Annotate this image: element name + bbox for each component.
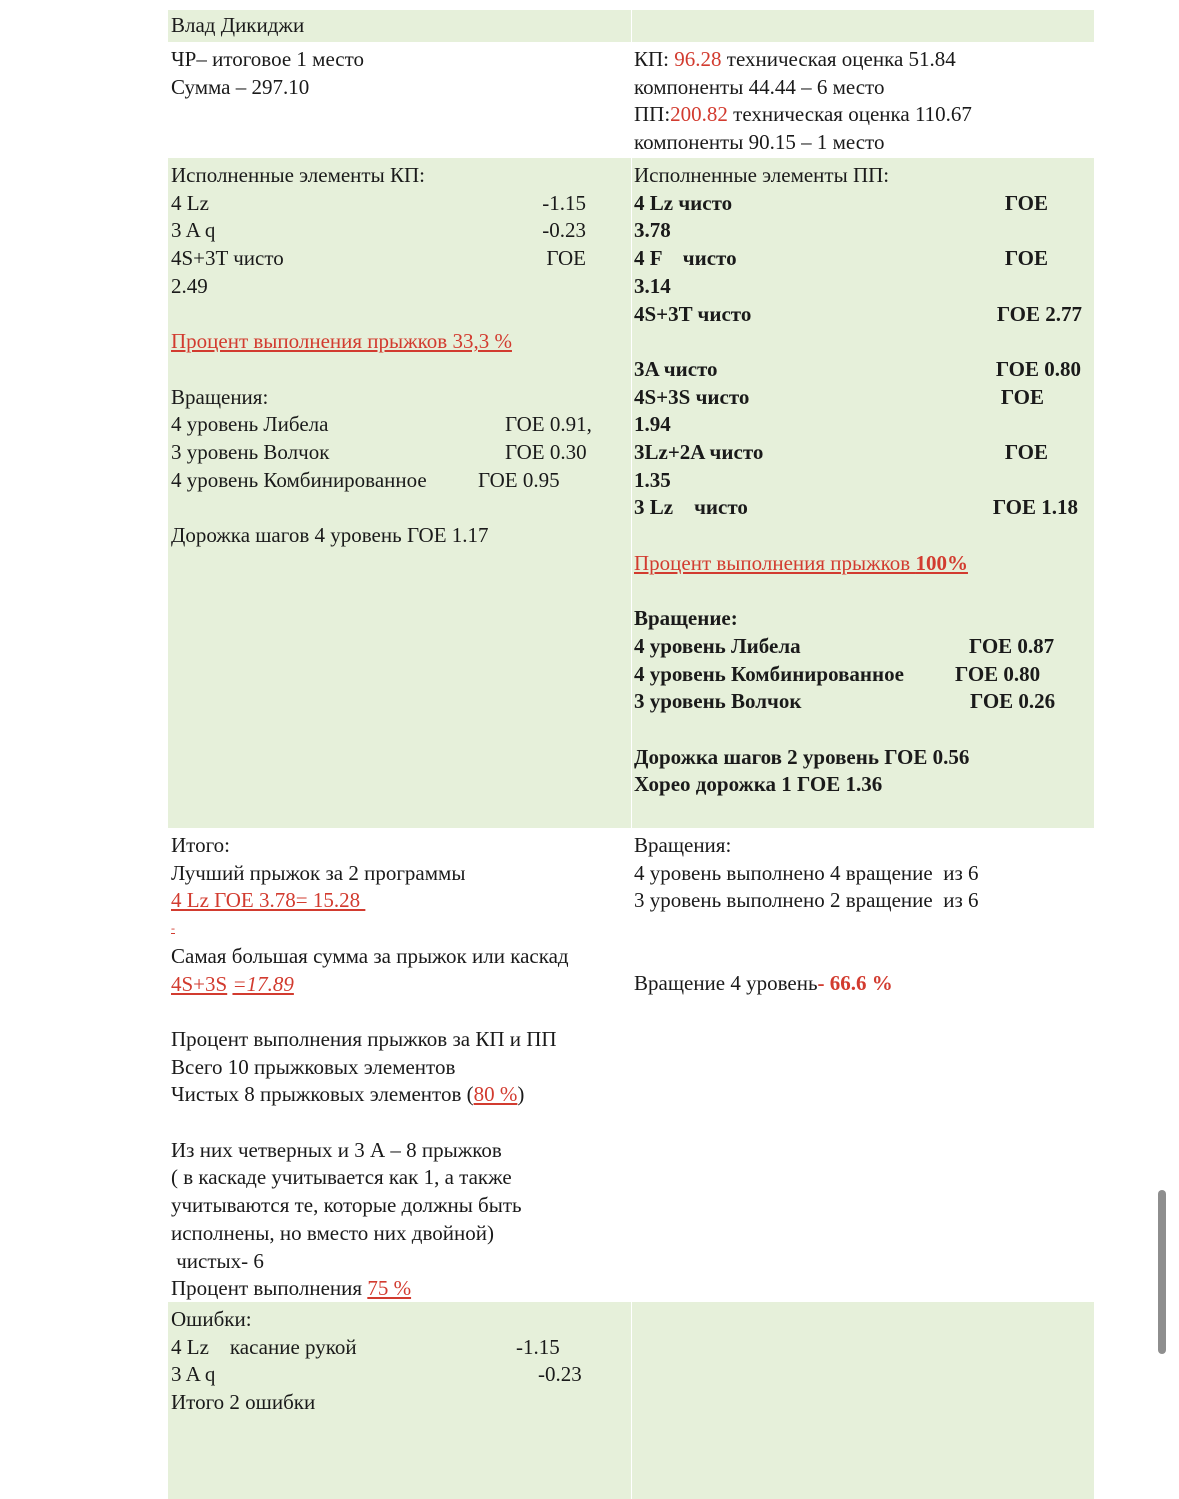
blank-line <box>634 716 1082 744</box>
kp-elements-cell <box>168 158 631 828</box>
pp-element-value: ГОЕ 0.80 <box>995 356 1081 381</box>
kp-spin-value: ГОЕ 0.91, <box>505 412 592 437</box>
kp-element <box>171 190 586 218</box>
pp-element <box>634 494 1082 522</box>
blank-line <box>171 356 586 384</box>
pp-element <box>634 217 1082 245</box>
kp-spins-header: Вращения: <box>171 384 269 409</box>
pp-element-list <box>634 190 1082 522</box>
kp-value: 96.28 <box>674 47 722 71</box>
pp-element <box>634 467 1082 495</box>
kp-element <box>171 217 586 245</box>
athlete-name: Влад Дикиджи <box>171 13 305 37</box>
pp-element-value: ГОЕ <box>1004 190 1048 215</box>
total-elements: Всего 10 прыжковых элементов <box>171 1054 456 1079</box>
spin-stats-header: Вращения: <box>634 833 732 857</box>
kp-element-name: 3 A q <box>171 218 216 243</box>
kp-header: Исполненные элементы КП: <box>171 163 425 187</box>
pp-element-value: ГОЕ <box>1000 384 1044 409</box>
error-value: -1.15 <box>516 1334 560 1359</box>
max-sum-line <box>171 971 631 999</box>
clean-prefix: Чистых 8 прыжковых элементов ( <box>171 1082 474 1107</box>
pp-element <box>634 439 1082 467</box>
spin-stats-cell <box>631 828 1094 1302</box>
blank-line <box>634 522 1082 550</box>
pp-element-name: 4 Lz чисто <box>634 190 733 215</box>
kp-jump-percent: Процент выполнения прыжков 33,3 % <box>171 329 512 354</box>
kp-tech: техническая оценка 51.84 <box>721 47 956 71</box>
kp-spin-name: 4 уровень Комбинированное <box>171 467 427 492</box>
kp-element-value: -1.15 <box>542 190 586 215</box>
pp-value: 200.82 <box>670 102 728 127</box>
summary-right <box>631 42 1094 158</box>
pp-element <box>634 190 1082 218</box>
pp-label: ПП: <box>634 102 671 127</box>
pp-element-name: 1.35 <box>634 467 671 492</box>
document-table <box>168 10 1094 1499</box>
kp-spin <box>171 439 586 467</box>
pp-spin-value: ГОЕ 0.26 <box>970 689 1056 714</box>
pp-spin <box>634 661 1082 689</box>
error-name: 3 A q <box>171 1362 216 1387</box>
pp-header: Исполненные элементы ПП: <box>634 163 890 187</box>
pp-element <box>634 356 1082 384</box>
pp-element-name: 3.14 <box>634 273 671 298</box>
blank-line <box>171 998 631 1026</box>
errors-total: Итого 2 ошибки <box>171 1390 316 1415</box>
pp-spin-name: 4 уровень Комбинированное <box>634 661 904 686</box>
exec-percent <box>171 1275 631 1303</box>
errors-row <box>168 1302 1094 1499</box>
pp-choreo: Хорео дорожка 1 ГОЕ 1.36 <box>634 772 883 797</box>
blank-line <box>171 494 586 522</box>
best-jump-value: 4 Lz ГОЕ 3.78= 15.28 <box>171 888 366 913</box>
pp-element-name: 4 F чисто <box>634 246 737 271</box>
error-item <box>171 1361 586 1389</box>
kp-spin-name: 3 уровень Волчок <box>171 440 330 464</box>
pp-spin <box>634 633 1082 661</box>
level4-value: - 66.6 % <box>817 971 893 996</box>
error-value: -0.23 <box>538 1362 582 1387</box>
pp-spin <box>634 688 1082 716</box>
pp-element-value: ГОЕ 2.77 <box>996 301 1082 326</box>
pp-score-line <box>634 101 1094 129</box>
pp-element-name: 1.94 <box>634 412 671 437</box>
pp-jump-percent-value: 100% <box>915 550 968 575</box>
pp-element <box>634 301 1082 329</box>
pp-element-name: 3 Lz чисто <box>634 495 748 520</box>
spin-stats-line: 3 уровень выполнено 2 вращение из 6 <box>634 888 979 913</box>
pp-steps: Дорожка шагов 2 уровень ГОЕ 0.56 <box>634 744 970 769</box>
pp-tech: техническая оценка 110.67 <box>727 102 972 127</box>
kp-spin-value: ГОЕ 0.30 <box>505 440 587 464</box>
level4-percent <box>634 970 1094 998</box>
pp-element-value: ГОЕ <box>1004 246 1048 271</box>
pp-element-value: ГОЕ <box>1004 440 1048 465</box>
best-jump-label: Лучший прыжок за 2 программы <box>171 860 466 885</box>
summary-left <box>168 42 631 158</box>
pp-element-name: 4S+3T чисто <box>634 301 752 326</box>
max-sum-element: 4S+3S <box>171 971 228 996</box>
exec-percent-value: 75 % <box>367 1276 412 1301</box>
error-name: 4 Lz касание рукой <box>171 1334 357 1359</box>
title-row <box>168 10 1094 42</box>
quads-note: исполнены, но вместо них двойной) <box>171 1220 494 1245</box>
errors-header: Ошибки: <box>171 1307 252 1331</box>
blank-line <box>634 943 1094 971</box>
kp-score-line <box>634 46 1094 74</box>
kp-element-value: ГОЕ <box>546 246 586 271</box>
elements-row <box>168 158 1094 828</box>
kp-spin-name: 4 уровень Либела <box>171 412 329 437</box>
clean-count: чистых- 6 <box>171 1248 264 1273</box>
blank-line <box>634 578 1082 606</box>
quads-note: ( в каскаде учитывается как 1, а также <box>171 1165 512 1190</box>
exec-percent-label: Процент выполнения <box>171 1276 368 1301</box>
dash-line: - <box>171 921 175 936</box>
blank-line <box>634 328 1082 356</box>
pp-components: компоненты 90.15 – 1 место <box>634 130 885 155</box>
max-sum-label: Самая большая сумма за прыжок или каскад <box>171 943 569 968</box>
pp-elements-cell <box>631 158 1094 828</box>
kp-spin <box>171 467 586 495</box>
percent-header: Процент выполнения прыжков за КП и ПП <box>171 1026 557 1051</box>
totals-row <box>168 828 1094 1302</box>
summary-row <box>168 42 1094 158</box>
vertical-scrollbar[interactable] <box>1158 1190 1166 1354</box>
pp-spin-name: 3 уровень Волчок <box>634 689 802 714</box>
max-sum-value: =17.89 <box>232 971 294 996</box>
level4-label: Вращение 4 уровень <box>634 971 818 996</box>
title-cell <box>168 10 631 42</box>
kp-element-name: 4S+3T чисто <box>171 246 284 271</box>
pp-spin-name: 4 уровень Либела <box>634 633 801 658</box>
pp-spins <box>634 605 1082 799</box>
blank-line <box>171 301 586 329</box>
clean-elements <box>171 1081 631 1109</box>
total-sum: Сумма – 297.10 <box>171 74 310 99</box>
spin-stats-line: 4 уровень выполнено 4 вращение из 6 <box>634 860 979 885</box>
totals-header: Итого: <box>171 833 230 857</box>
pp-jump-percent-label: Процент выполнения прыжков <box>634 550 916 575</box>
error-item <box>171 1334 586 1362</box>
pp-element-name: 3Lz+2A чисто <box>634 440 764 465</box>
final-place: ЧР– итоговое 1 место <box>171 47 365 71</box>
kp-element-value: -0.23 <box>542 218 586 243</box>
pp-element <box>634 411 1082 439</box>
kp-element-name: 4 Lz <box>171 190 209 215</box>
quads-header: Из них четверных и 3 А – 8 прыжков <box>171 1137 502 1162</box>
pp-element-name: 4S+3S чисто <box>634 384 750 409</box>
kp-element-tail: 2.49 <box>171 273 208 298</box>
pp-jump-percent <box>634 550 1082 578</box>
errors-cell <box>168 1302 631 1499</box>
pp-element <box>634 384 1082 412</box>
pp-element-name: 3.78 <box>634 218 671 243</box>
title-cell-empty <box>631 10 1094 42</box>
blank-line <box>171 1109 631 1137</box>
kp-spin <box>171 411 601 439</box>
kp-spin-value: ГОЕ 0.95 <box>478 467 560 492</box>
kp-steps: Дорожка шагов 4 уровень ГОЕ 1.17 <box>171 523 489 548</box>
quads-note: учитываются те, которые должны быть <box>171 1193 522 1218</box>
pp-spin-value: ГОЕ 0.80 <box>955 661 1041 686</box>
clean-suffix: ) <box>517 1082 525 1107</box>
totals-cell <box>168 828 631 1302</box>
kp-element <box>171 245 586 273</box>
pp-element-name: 3A чисто <box>634 356 718 381</box>
pp-spin-value: ГОЕ 0.87 <box>969 633 1055 658</box>
pp-spins-header: Вращение: <box>634 606 738 631</box>
blank-line <box>634 915 1094 943</box>
kp-label: КП: <box>634 47 675 71</box>
pp-element <box>634 273 1082 301</box>
pp-element <box>634 245 1082 273</box>
clean-percent: 80 % <box>473 1082 518 1107</box>
pp-element-value: ГОЕ 1.18 <box>992 495 1078 520</box>
kp-components: компоненты 44.44 – 6 место <box>634 74 885 99</box>
errors-cell-empty <box>631 1302 1094 1499</box>
